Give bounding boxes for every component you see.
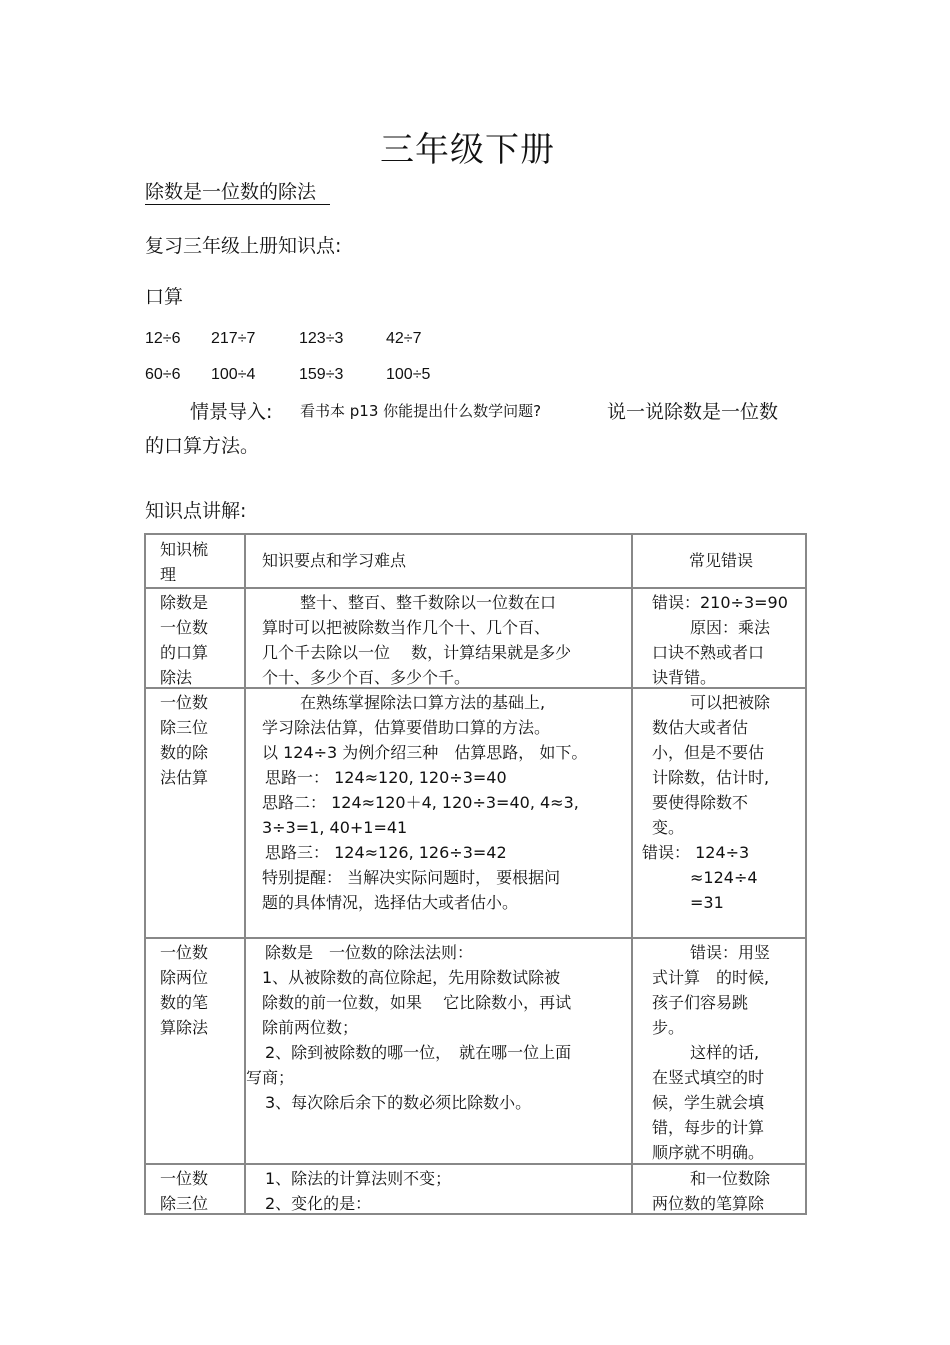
row-errors: 错误：用竖 式计算 的时候, 孩子们容易跳 步。 这样的话, 在竖式填空的时 候，学生就会填 错，每步的计算 顺序就不明确。 <box>652 943 771 1162</box>
table-col-divider <box>631 535 633 1213</box>
explain-heading: 知识点讲解: <box>145 500 247 522</box>
row-topic: 一位数 除三位 <box>160 1169 209 1213</box>
row-points: 1、除法的计算法则不变； 2、变化的是： <box>265 1169 452 1213</box>
row-errors: 错误：210÷3=90 原因：乘法 口诀不熟或者口 诀背错。 <box>652 593 788 687</box>
calc-item: 12÷6 <box>145 330 181 347</box>
row-topic: 除数是 一位数 的口算 除法 <box>160 593 209 687</box>
knowledge-table <box>144 533 807 1215</box>
header-topic: 知识梳 理 <box>160 540 209 584</box>
page-title: 三年级下册 <box>380 130 555 170</box>
intro-say: 说一说除数是一位数 <box>607 401 779 423</box>
table-col-divider <box>244 535 246 1213</box>
table-row-divider <box>146 587 805 589</box>
intro-label: 情景导入: <box>190 401 273 423</box>
row-points: 在熟练掌握除法口算方法的基础上, 学习除法估算，估算要借助口算的方法。 以 124÷3 为例介绍三种 估算思路， 如下。 思路一： 124≈120, 120÷3=40 思路二： 124≈120＋4, 120÷3=40, 4≈3, 3÷3=1, 40+1=41 思路三： 124≈126, 126÷3=42 特别提醒： 当解决实际问题时， 要根据问 题的具体情况，选择估大或者估小。 <box>262 693 588 912</box>
row-errors: 和一位数除 两位数的笔算除 <box>652 1169 771 1213</box>
intro-question: 看书本 p13 你能提出什么数学问题? <box>300 402 542 420</box>
calc-item: 159÷3 <box>299 366 344 383</box>
row-errors: 可以把被除 数估大或者估 小，但是不要估 计除数，估计时, 要使得除数不 变。 错误： 124÷3 ≈124÷4 =31 <box>642 693 771 912</box>
section-title: 除数是一位数的除法 <box>145 180 330 205</box>
row-topic: 一位数 除三位 数的除 法估算 <box>160 693 209 787</box>
mental-calc-heading: 口算 <box>145 286 184 308</box>
calc-item: 100÷5 <box>386 366 431 383</box>
review-heading: 复习三年级上册知识点: <box>145 235 342 257</box>
row-points: 除数是 一位数的除法法则： 1、从被除数的高位除起，先用除数试除被 除数的前一位数，如果 它比除数小，再试 除前两位数； 2、除到被除数的哪一位， 就在哪一位上面 写商； 3、每次除后余下的数必须比除数小。 <box>246 943 572 1112</box>
calc-item: 60÷6 <box>145 366 181 383</box>
calc-item: 123÷3 <box>299 330 344 347</box>
header-points: 知识要点和学习难点 <box>262 551 407 570</box>
calc-item: 42÷7 <box>386 330 422 347</box>
row-points: 整十、整百、整千数除以一位数在口 算时可以把被除数当作几个十、几个百、 几个千去除以一位 数，计算结果就是多少 个十、多少个百、多少个千。 <box>262 593 572 687</box>
row-topic: 一位数 除两位 数的笔 算除法 <box>160 943 209 1037</box>
table-row-divider <box>146 937 805 939</box>
calc-item: 217÷7 <box>211 330 256 347</box>
intro-continuation: 的口算方法。 <box>145 435 260 457</box>
calc-item: 100÷4 <box>211 366 256 383</box>
header-errors: 常见错误 <box>689 551 754 570</box>
